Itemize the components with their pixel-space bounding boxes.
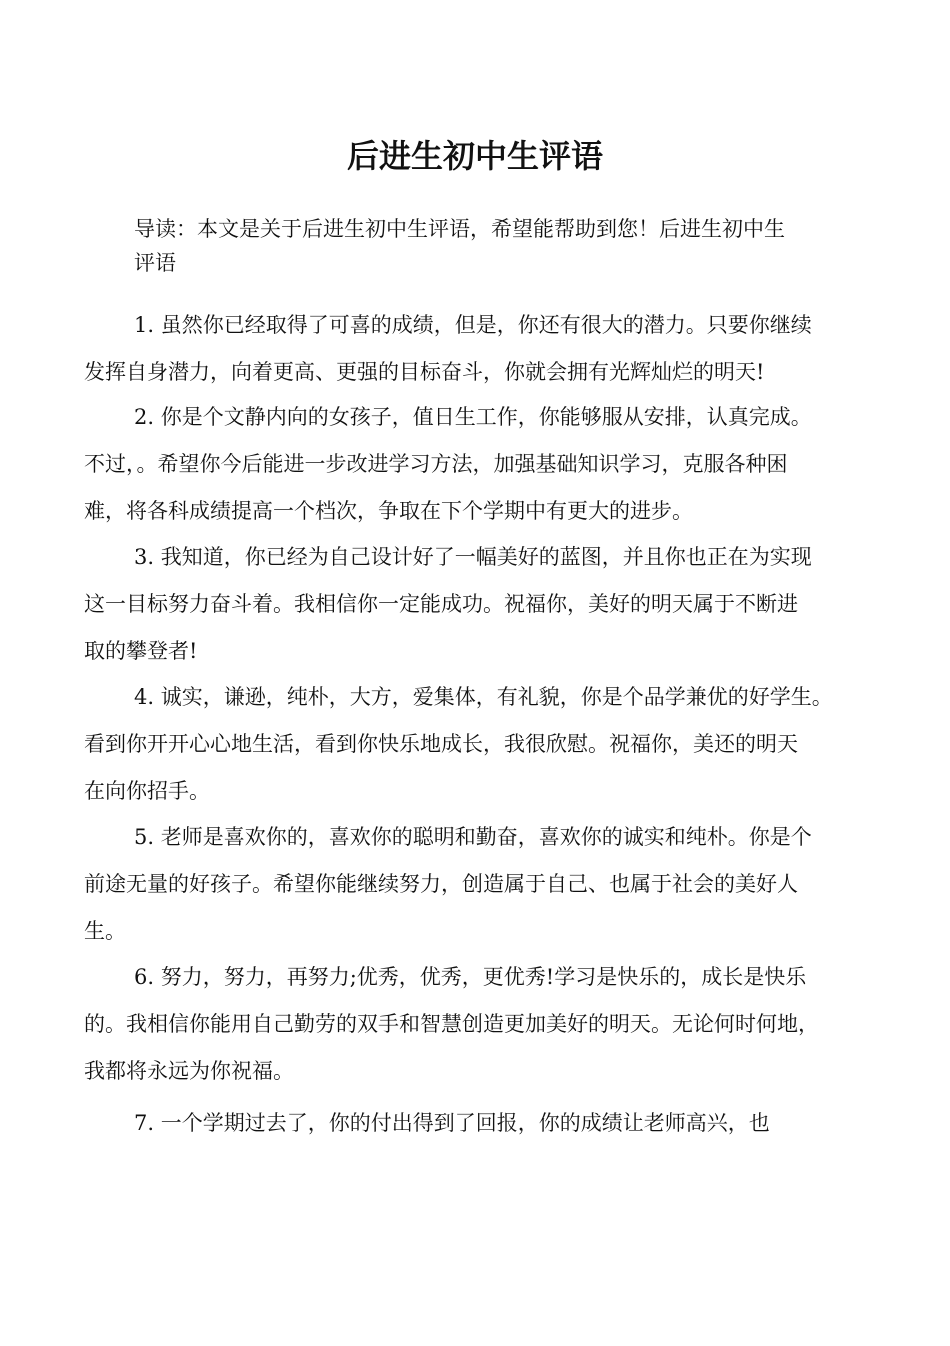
comment-paragraph-6 <box>84 954 884 1095</box>
document-title: 后进生初中生评语 <box>346 137 603 175</box>
paragraph-line: 2. 你是个文静内向的女孩子，值日生工作，你能够服从安排，认真完成。 <box>134 405 812 429</box>
paragraph-line: 前途无量的好孩子。希望你能继续努力，创造属于自己、也属于社会的美好人 <box>84 872 798 896</box>
paragraph-line: 3. 我知道，你已经为自己设计好了一幅美好的蓝图，并且你也正在为实现 <box>134 545 812 569</box>
intro-paragraph <box>134 212 874 280</box>
paragraph-line: 发挥自身潜力，向着更高、更强的目标奋斗，你就会拥有光辉灿烂的明天! <box>84 360 765 384</box>
intro-line: 评语 <box>134 251 176 275</box>
paragraph-line: 我都将永远为你祝福。 <box>84 1059 294 1083</box>
comment-paragraph-4 <box>84 674 884 815</box>
paragraph-line: 难，将各科成绩提高一个档次，争取在下个学期中有更大的进步。 <box>84 499 693 523</box>
comment-paragraph-3 <box>84 534 884 675</box>
comment-paragraph-7 <box>84 1100 884 1147</box>
comment-paragraph-5 <box>84 814 884 955</box>
paragraph-line: 1. 虽然你已经取得了可喜的成绩，但是，你还有很大的潜力。只要你继续 <box>134 313 812 337</box>
paragraph-line: 在向你招手。 <box>84 779 210 803</box>
comment-paragraph-2 <box>84 394 884 535</box>
paragraph-line: 的。我相信你能用自己勤劳的双手和智慧创造更加美好的明天。无论何时何地， <box>84 1012 819 1036</box>
paragraph-line: 6. 努力，努力，再努力;优秀，优秀，更优秀!学习是快乐的，成长是快乐 <box>134 965 807 989</box>
paragraph-line: 这一目标努力奋斗着。我相信你一定能成功。祝福你，美好的明天属于不断进 <box>84 592 798 616</box>
paragraph-line: 5. 老师是喜欢你的，喜欢你的聪明和勤奋，喜欢你的诚实和纯朴。你是个 <box>134 825 812 849</box>
paragraph-line: 7. 一个学期过去了，你的付出得到了回报，你的成绩让老师高兴，也 <box>134 1111 770 1135</box>
paragraph-line: 生。 <box>84 919 126 943</box>
comment-paragraph-1 <box>84 302 884 396</box>
paragraph-line: 看到你开开心心地生活，看到你快乐地成长，我很欣慰。祝福你，美还的明天 <box>84 732 798 756</box>
paragraph-line: 不过，。希望你今后能进一步改进学习方法，加强基础知识学习，克服各种困 <box>84 452 788 476</box>
intro-line: 导读：本文是关于后进生初中生评语，希望能帮助到您！后进生初中生 <box>134 217 785 241</box>
paragraph-line: 4. 诚实，谦逊，纯朴，大方，爱集体，有礼貌，你是个品学兼优的好学生。 <box>134 685 833 709</box>
paragraph-line: 取的攀登者! <box>84 639 198 663</box>
